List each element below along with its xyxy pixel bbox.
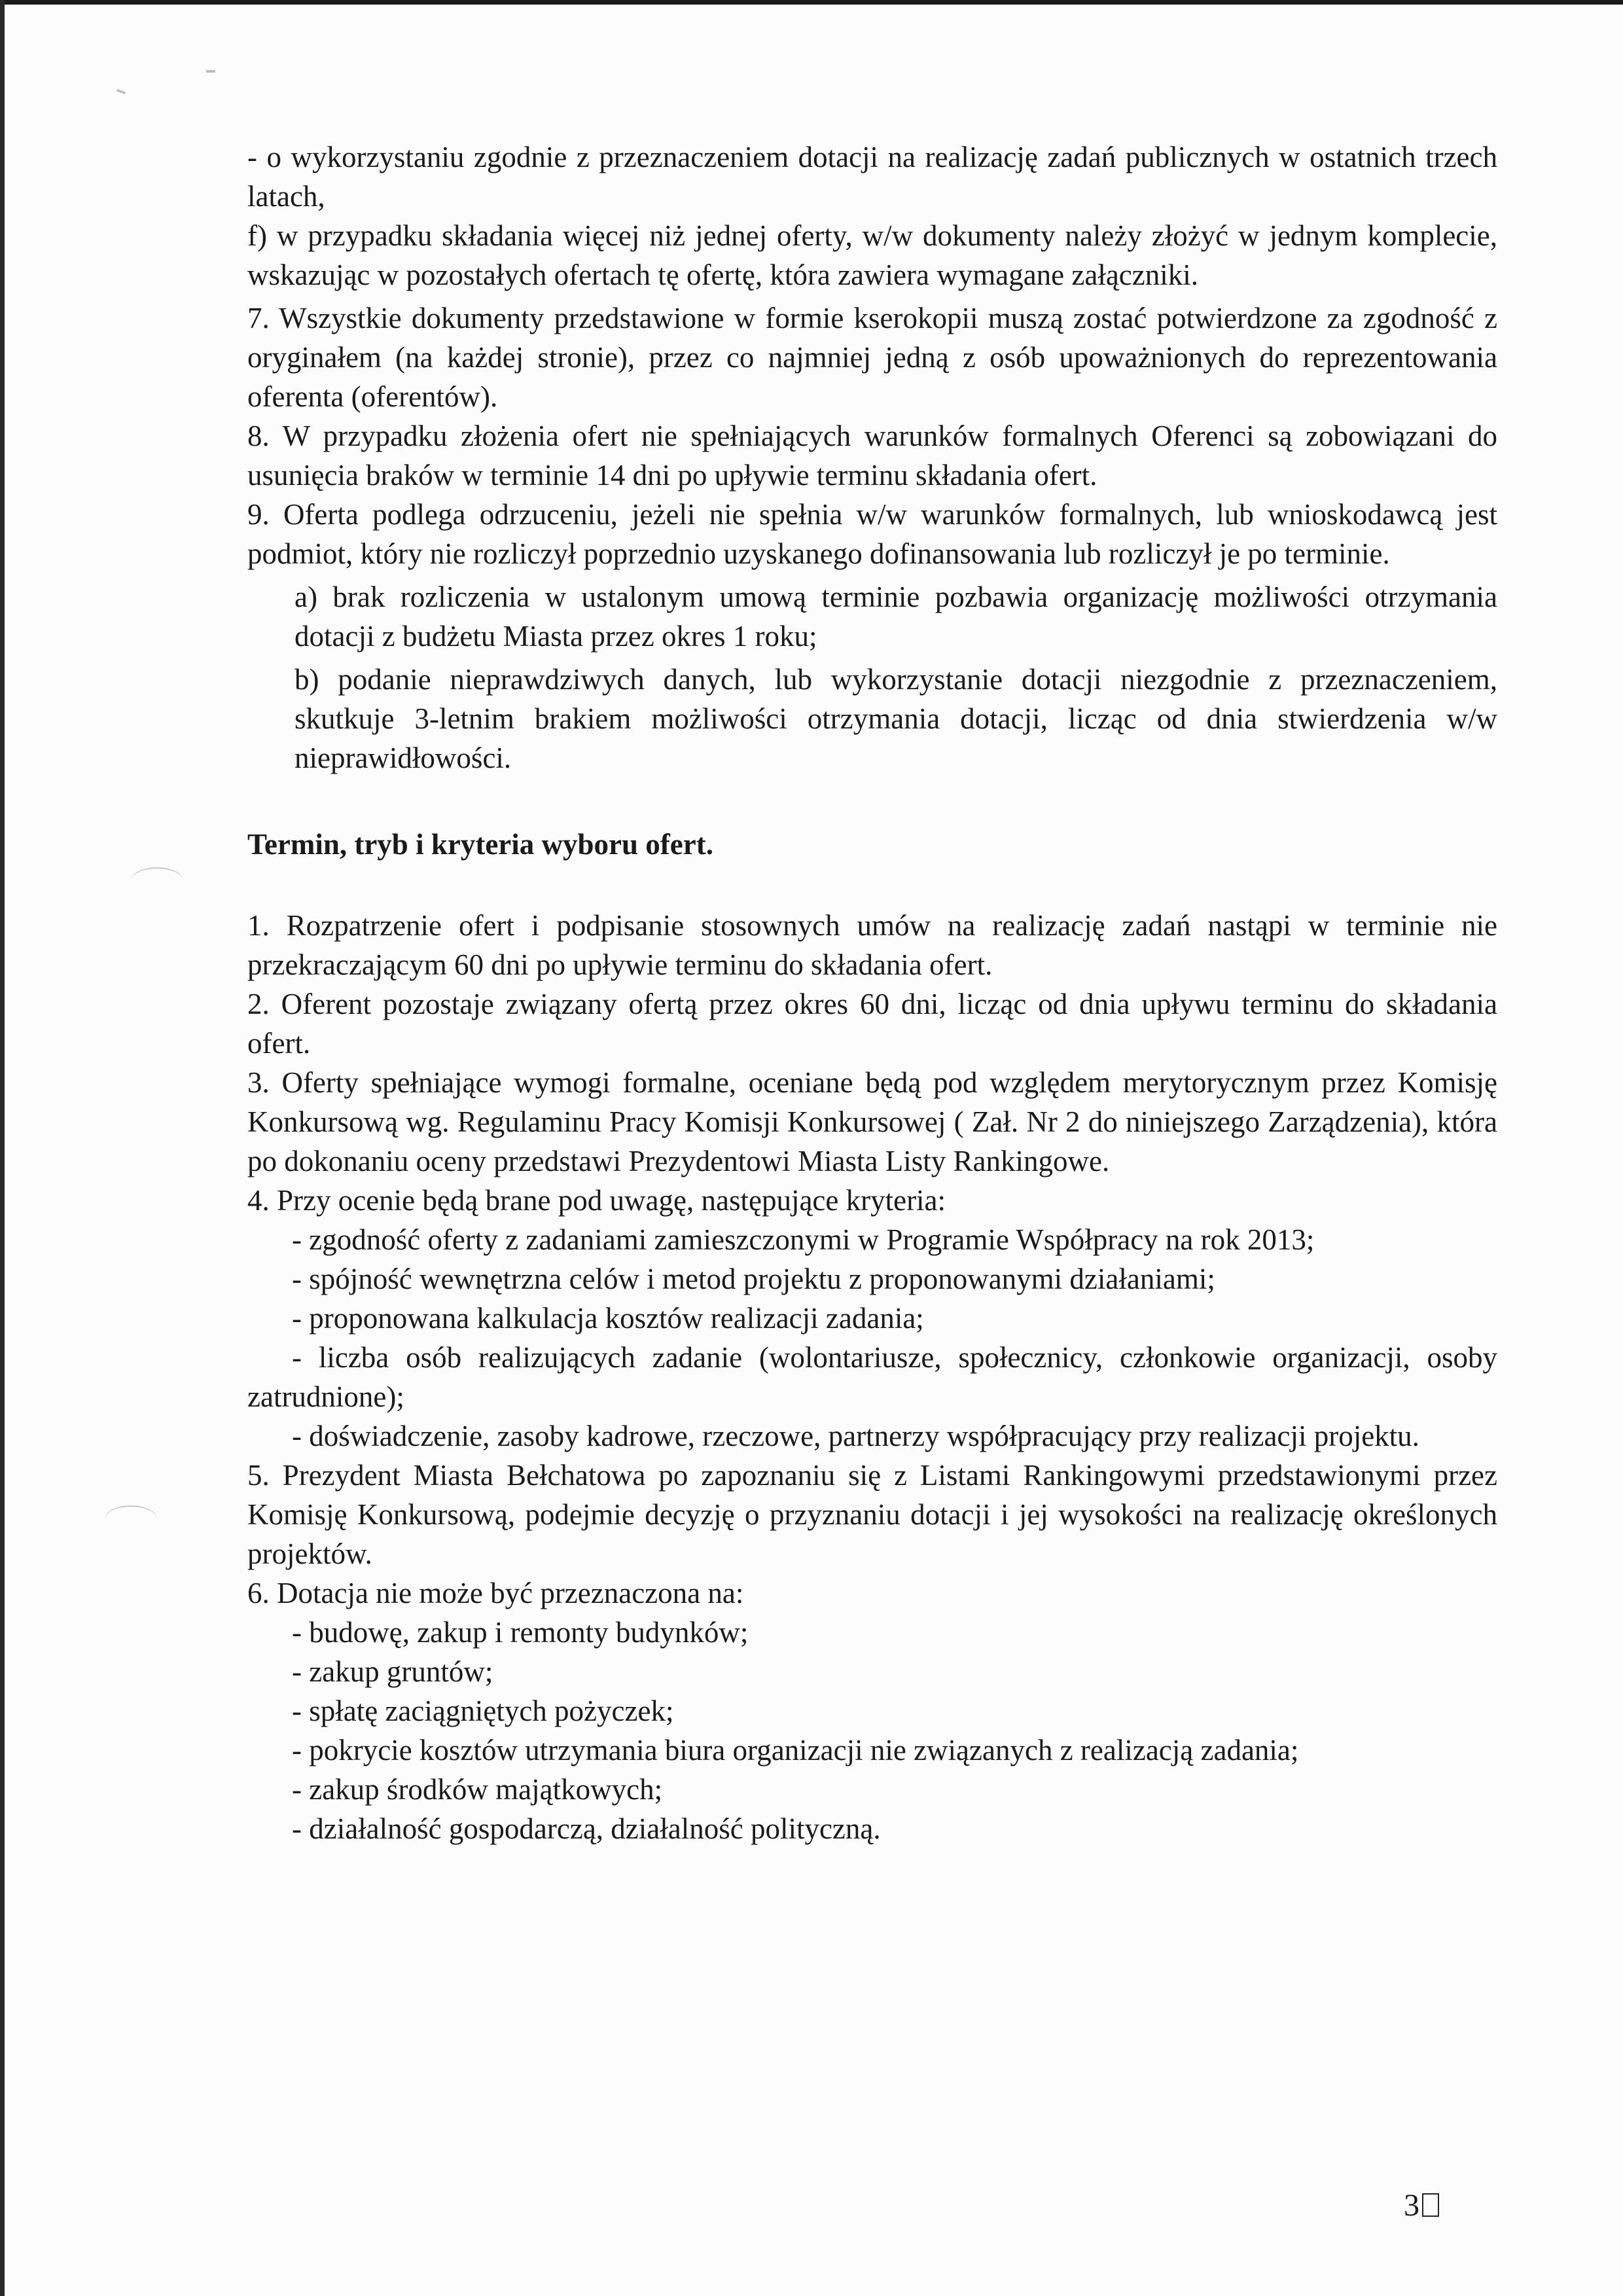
paragraph-f-multiple-offers: f) w przypadku składania więcej niż jednej oferty, w/w dokumenty należy złożyć w jednym komplecie, wskazując w pozostałych ofertach tę ofertę, która zawiera wymagane załączniki. [247, 219, 1497, 291]
criterion: - liczba osób realizujących zadanie (wolontariusze, społecznicy, członkowie organizacji, osoby zatrudnione); [247, 1341, 1497, 1413]
scan-left-edge [0, 0, 5, 2296]
page-number-value: 3 [1404, 2188, 1419, 2223]
item-2: 2. Oferent pozostaje związany ofertą przez okres 60 dni, licząc od dnia upływu terminu do składania ofert. [247, 988, 1497, 1060]
paragraph-9-rejection: 9. Oferta podlega odrzuceniu, jeżeli nie spełnia w/w warunków formalnych, lub wnioskodawcą jest podmiot, który nie rozliczył poprzednio uzyskanego dofinansowania lub rozliczył je po terminie. [247, 498, 1497, 570]
exclusion: - pokrycie kosztów utrzymania biura organizacji nie związanych z realizacją zadania; [292, 1734, 1299, 1767]
exclusion: - spłatę zaciągniętych pożyczek; [292, 1695, 674, 1727]
item-6: 6. Dotacja nie może być przeznaczona na: [247, 1577, 744, 1609]
exclusion: - budowę, zakup i remonty budynków; [292, 1616, 749, 1649]
paragraph-7-copies: 7. Wszystkie dokumenty przedstawione w formie kserokopii muszą zostać potwierdzone za zgodność z oryginałem (na każdej stronie), przez co najmniej jedną z osób upoważnionych do reprezentowania oferenta (oferentów). [247, 302, 1497, 413]
scan-speck [206, 70, 215, 73]
paragraph-9b: b) podanie nieprawdziwych danych, lub wykorzystanie dotacji niezgodnie z przeznaczeniem, skutkuje 3-letnim brakiem możliwości otrzymania dotacji, licząc od dnia stwierdzenia w/w nieprawidłowości. [294, 663, 1497, 774]
punch-hole-mark [105, 1505, 157, 1533]
item-1: 1. Rozpatrzenie ofert i podpisanie stosownych umów na realizację zadań nastąpi w terminie nie przekraczającym 60 dni po upływie terminu do składania ofert. [247, 909, 1497, 981]
scan-top-edge [0, 0, 1623, 5]
paragraph-usage-statement: - o wykorzystaniu zgodnie z przeznaczeniem dotacji na realizację zadań publicznych w ostatnich trzech latach, [247, 141, 1497, 213]
exclusion: - zakup gruntów; [292, 1655, 493, 1688]
exclusion: - zakup środków majątkowych; [292, 1773, 663, 1806]
criterion: - proponowana kalkulacja kosztów realizacji zadania; [292, 1302, 924, 1335]
item-5: 5. Prezydent Miasta Bełchatowa po zapoznaniu się z Listami Rankingowymi przedstawionymi przez Komisję Konkursową, podejmie decyzję o przyznaniu dotacji i jej wysokości na realizację określonych projektów. [247, 1459, 1497, 1570]
criterion: - doświadczenie, zasoby kadrowe, rzeczowe, partnerzy współpracujący przy realizacji projektu. [292, 1420, 1419, 1452]
scan-speck [116, 89, 126, 95]
document-page [247, 137, 1497, 1848]
exclusion: - działalność gospodarczą, działalność polityczną. [292, 1812, 881, 1845]
criterion: - zgodność oferty z zadaniami zamieszczonymi w Programie Współpracy na rok 2013; [292, 1223, 1315, 1256]
item-3: 3. Oferty spełniające wymogi formalne, oceniane będą pod względem merytorycznym przez Komisję Konkursową wg. Regulaminu Pracy Komisji Konkursowej ( Zał. Nr 2 do niniejszego Zarządzenia), która po dokonaniu oceny przedstawi Prezydentowi Miasta Listy Rankingowe. [247, 1066, 1497, 1177]
page-number [1404, 2187, 1439, 2223]
criterion: - spójność wewnętrzna celów i metod projektu z proponowanymi działaniami; [292, 1263, 1215, 1295]
paragraph-9a: a) brak rozliczenia w ustalonym umową terminie pozbawia organizację możliwości otrzymania dotacji z budżetu Miasta przez okres 1 roku; [294, 581, 1497, 653]
punch-hole-mark [131, 867, 183, 895]
paragraph-8-formal-deficiencies: 8. W przypadku złożenia ofert nie spełniających warunków formalnych Oferenci są zobowiązani do usunięcia braków w terminie 14 dni po upływie terminu składania ofert. [247, 420, 1497, 492]
section-heading: Termin, tryb i kryteria wyboru ofert. [247, 828, 713, 861]
missing-glyph-box-icon [1422, 2193, 1439, 2217]
item-4: 4. Przy ocenie będą brane pod uwagę, następujące kryteria: [247, 1184, 946, 1217]
